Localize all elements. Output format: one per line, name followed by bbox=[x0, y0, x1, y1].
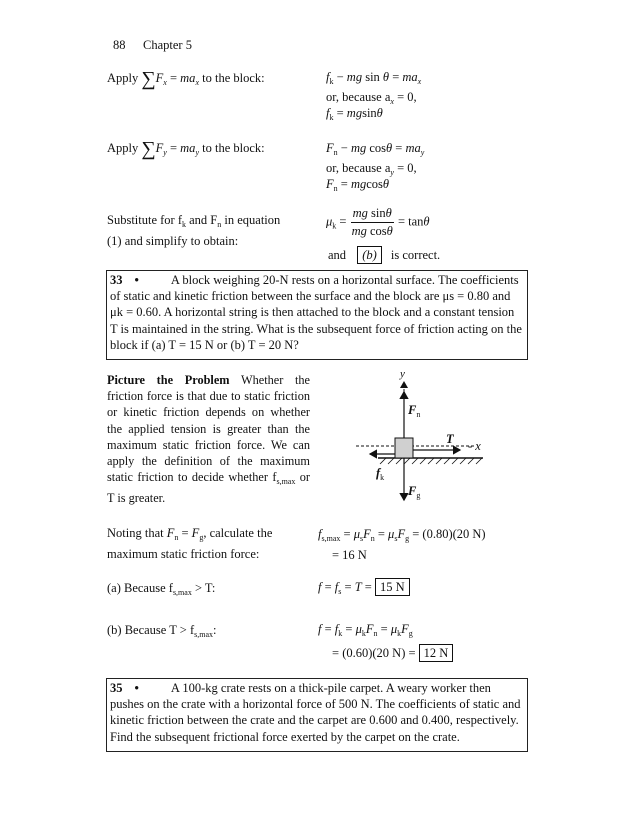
part-a-answer-box: 15 N bbox=[375, 578, 410, 596]
page-number: 88 bbox=[113, 38, 126, 52]
chapter-title: Chapter 5 bbox=[143, 38, 192, 52]
part-a-equation: $f = f_s = T = 15$ N bbox=[318, 580, 410, 596]
fk-label: $f_k$ bbox=[376, 466, 385, 482]
problem-33-text: 33 • A block weighing 20-N rests on a horizontal surface. The coefficients of static and kinetic friction between the surface and the block are μs = 0.80 and μk = 0.60. A horizontal string is then attached to the block and a constant tension T is maintained in the string. What is the subsequent force of friction acting on the block if (a) T = 15 N or (b) T = 20 N? bbox=[110, 273, 522, 352]
block bbox=[395, 438, 413, 458]
apply-sum-fy-label: Apply $\sum F_y = ma_y$ to the block: bbox=[107, 138, 265, 160]
eq-fn-result: $F_n = mgcos\theta$ bbox=[326, 177, 390, 193]
eq-because-ax: or, because $a_x = 0$, bbox=[326, 90, 417, 106]
apply-sum-fx-label: Apply $\sum F_x = ma_x$ to the block: bbox=[107, 68, 265, 90]
answer-box-b: (b) bbox=[357, 246, 382, 264]
substitute-text: Substitute for $f_k$ and $F_n$ in equation (1) and simplify to obtain: bbox=[107, 213, 281, 248]
eq-because-ay: or, because $a_y = 0$, bbox=[326, 161, 417, 177]
part-a-label: (a) Because $f_{s,max} > T$: bbox=[107, 581, 216, 597]
problem-35-text: 35 • A 100-kg crate rests on a thick-pile carpet. A weary worker then pushes on the crate with a horizontal force of 500 N. The coefficients of static and kinetic friction between the crate and the carpet are 0.600 and 0.400, respectively. Find the subsequent frictional force exerted by the carpet on the crate. bbox=[110, 681, 521, 744]
part-b-label: (b) Because $T > f_{s,max}$: bbox=[107, 623, 217, 639]
eq-mu-k: $\mu_k$ = $\frac{\text{mg sinθ}}{\text{mg cosθ}}$ = tanθ bbox=[326, 206, 430, 238]
picture-the-problem: Picture the Problem Whether the friction force is that due to static friction or kinetic friction depends on whether the applied tension is greater than the maximum static friction force. We can apply the definition of the maximum static friction to decide whether $f_{s,max}$ or T is greater. bbox=[107, 373, 311, 506]
eq-fsmax-result: = 16 N bbox=[332, 548, 367, 562]
fg-label: $F_g$ bbox=[408, 484, 421, 500]
part-b-result: = (0.60)(20 N) = 12 N bbox=[332, 646, 453, 661]
t-label: T bbox=[446, 432, 454, 446]
eq-fk-result: $f_k = mgsin\theta$ bbox=[326, 106, 383, 122]
noting-text-line2: maximum static friction force: bbox=[107, 547, 260, 561]
part-b-answer-box: 12 N bbox=[419, 644, 454, 662]
answer-line: and (b) is correct. bbox=[328, 248, 441, 262]
fn-label: $F_n$ bbox=[408, 403, 421, 419]
eq-fsmax: $f_{s,max} = \mu_sF_n = \mu_sF_g = (0.80)(20$ N) bbox=[318, 527, 486, 543]
eq-fn-y: $F_n$ − mg $\cos\theta = ma_y$ bbox=[326, 141, 425, 157]
x-axis-label: - x bbox=[468, 439, 481, 453]
part-b-equation: $f = f_k = \mu_kF_n = \mu_kF_g$ bbox=[318, 622, 413, 638]
free-body-diagram bbox=[348, 368, 498, 504]
y-axis-label: y bbox=[400, 368, 405, 380]
noting-text-line1: Noting that $F_n = F_g$, calculate the bbox=[107, 526, 273, 542]
eq-fk-x: $f_k$ − mg $\sin \theta = ma_x$ bbox=[326, 70, 422, 86]
ground-hatching bbox=[380, 458, 482, 464]
